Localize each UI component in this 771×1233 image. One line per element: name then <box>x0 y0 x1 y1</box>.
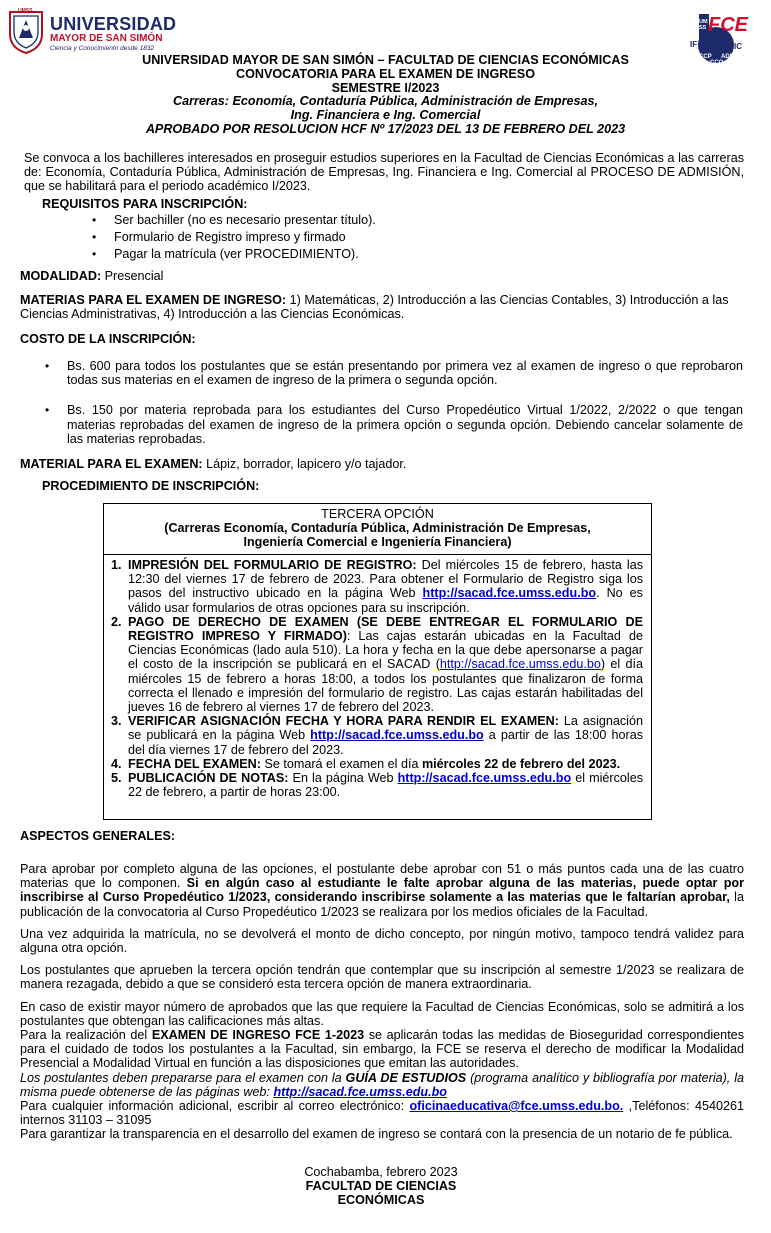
list-item: • Ser bachiller (no es necesario presentar título). <box>114 213 714 227</box>
modalidad-label: MODALIDAD: <box>20 269 102 283</box>
sacad-link[interactable]: http://sacad.fce.umss.edu.bo <box>422 586 597 601</box>
material-line <box>20 457 406 471</box>
box-subtitle-2: Ingeniería Comercial e Ingeniería Financiera) <box>243 535 512 550</box>
footer-place: Cochabamba, febrero 2023 <box>304 1165 458 1179</box>
fce-logo <box>688 12 748 70</box>
list-item: • Formulario de Registro impreso y firmado <box>114 230 714 244</box>
paragraph-text: Para cualquier información adicional, escribir al correo electrónico: <box>20 1099 410 1114</box>
step-number: 3. <box>111 714 122 729</box>
umss-seal-icon <box>6 8 46 54</box>
step-3 <box>111 714 643 757</box>
sacad-link[interactable]: http://sacad.fce.umss.edu.bo <box>273 1084 447 1099</box>
header-line-6: APROBADO POR RESOLUCION HCF Nº 17/2023 DEL 13 DE FEBRERO DEL 2023 <box>145 121 626 136</box>
materias-paragraph <box>20 293 744 321</box>
header-line-5: Ing. Financiera e Ing. Comercial <box>290 108 481 123</box>
step-heading: PAGO DE DERECHO DE EXAMEN (SE DEBE ENTREGAR EL FORMULARIO DE REGISTRO IMPRESO Y FIRMADO) <box>128 614 643 644</box>
fce-cco-text: CCO <box>710 60 724 66</box>
modalidad-line <box>20 269 163 283</box>
step-heading: FECHA DEL EXAMEN: <box>128 756 261 771</box>
header-line-3: SEMESTRE I/2023 <box>331 80 440 95</box>
step-text: Del miércoles 15 de febrero, hasta las 12:30 del viernes 17 de febrero de 2023. Para obtener el Formulario de Registro siga los pasos del instructivo ubicado en la página Web <box>128 558 643 601</box>
aspectos-p6 <box>20 1071 744 1099</box>
aspectos-p7 <box>20 1099 744 1127</box>
step-text: Se tomará el examen el día <box>260 756 422 771</box>
fce-side-text: UMSS <box>699 19 708 31</box>
sacad-link[interactable]: http://sacad.fce.umss.edu.bo <box>397 771 572 786</box>
step-number: 5. <box>111 771 122 786</box>
step-4 <box>111 757 643 771</box>
fce-adm-text: ADM <box>721 54 735 60</box>
aspectos-body <box>20 862 744 1142</box>
umss-name: UNIVERSIDAD <box>50 14 177 34</box>
sacad-link[interactable]: http://sacad.fce.umss.edu.bo <box>439 657 601 672</box>
aspectos-p5 <box>20 1028 744 1071</box>
costo-list <box>67 359 743 446</box>
requisitos-list <box>114 213 714 262</box>
email-link[interactable]: oficinaeducativa@fce.umss.edu.bo. <box>409 1099 624 1114</box>
step-heading: IMPRESIÓN DEL FORMULARIO DE REGISTRO: <box>128 558 417 572</box>
requisitos-title: REQUISITOS PARA INSCRIPCIÓN: <box>42 197 248 211</box>
step-number: 2. <box>111 614 122 629</box>
aspectos-title: ASPECTOS GENERALES: <box>20 829 176 843</box>
umss-tagline: Ciencia y Conocimiento desde 1832 <box>50 45 155 52</box>
aspectos-p1 <box>20 862 744 919</box>
modalidad-value: Presencial <box>101 269 164 283</box>
umss-subname: MAYOR DE SAN SIMÓN <box>50 33 163 44</box>
procedimiento-steps <box>111 558 643 799</box>
fce-ccp-text: CCP <box>699 54 712 60</box>
box-title: TERCERA OPCIÓN <box>321 507 434 521</box>
paragraph-text: la publicación de la convocatoria al Curso Propedéutico 1/2023 se realizara por los medios oficiales de la Facultad. <box>20 890 744 919</box>
step-5 <box>111 771 643 799</box>
intro-paragraph: Se convoca a los bachilleres interesados en proseguir estudios superiores en la Facultad de Ciencias Económicas a las carreras de: Economía, Contaduría Pública, Administración de Empresas, Ing. Financiera e Ing. Comercial al PROCESO DE ADMISIÓN, que se habilitará para el periodo académico I/2023. <box>24 151 744 194</box>
umss-seal-text: UMSS <box>18 8 33 14</box>
list-item: • Pagar la matrícula (ver PROCEDIMIENTO). <box>114 247 714 261</box>
step-text: el miércoles 22 de febrero, a partir de horas 23:00. <box>128 771 644 800</box>
step-heading: PUBLICACIÓN DE NOTAS: <box>128 771 289 786</box>
aspectos-p4: En caso de existir mayor número de aprobados que las que requiere la Facultad de Ciencias Económicas, solo se admitirá a los postulantes que obtengan las calificaciones más altas. <box>20 999 744 1028</box>
footer <box>200 1165 562 1208</box>
step-text: ) el día miércoles 15 de febrero a horas 18:00, a todos los postulantes que finalizaron de forma correcta el llenado e impresión del formulario de registro. Las cajas estarán habilitadas del jueves 16 de febrero al viernes 17 de febrero del 2023. <box>128 657 643 715</box>
fce-main-text: FCE <box>708 14 748 36</box>
box-subtitle-1: (Carreras Economía, Contaduría Pública, Administración De Empresas, <box>164 521 591 536</box>
aspectos-p3: Los postulantes que aprueben la tercera opción tendrán que contemplar que su inscripción al semestre 1/2023 se realizara de manera rezagada, debido a que se consideró esta tercera opción de manera extraordinaria. <box>20 963 744 992</box>
paragraph-bold: Si en algún caso al estudiante le falte aprobar alguna de las materias, puede optar por inscribirse al Curso Propedéutico 1/2023, considerando inscribirse solamente a las materias que le faltarían aprobar, <box>20 876 744 905</box>
exam-date: miércoles 22 de febrero del 2023. <box>421 756 621 771</box>
box-header <box>104 504 651 555</box>
paragraph-text: Para la realización del <box>20 1028 152 1043</box>
costo-title: COSTO DE LA INSCRIPCIÓN: <box>20 332 196 346</box>
header-line-2: CONVOCATORIA PARA EL EXAMEN DE INGRESO <box>235 66 535 81</box>
fce-if-text: IF <box>690 40 698 49</box>
aspectos-p2: Una vez adquirida la matrícula, no se devolverá el monto de dicho concepto, por ningún motivo, tampoco tendrá validez para alguna otra opción. <box>20 926 744 956</box>
step-2 <box>111 615 643 714</box>
umss-logo <box>6 8 177 56</box>
materias-label: MATERIAS PARA EL EXAMEN DE INGRESO: <box>20 293 287 307</box>
list-item: • Bs. 600 para todos los postulantes que se están presentando por primera vez al examen de ingreso o que reprobaron todas sus materias en el examen de ingreso de la primera o segunda opción. <box>67 359 743 387</box>
paragraph-text: (programa analítico y bibliografía por materia), la misma puede obtenerse de las páginas web: <box>20 1070 744 1099</box>
procedimiento-title: PROCEDIMIENTO DE INSCRIPCIÓN: <box>42 479 260 493</box>
paragraph-text: Los postulantes deben prepararse para el examen con la <box>20 1070 346 1085</box>
sacad-link[interactable]: http://sacad.fce.umss.edu.bo <box>310 728 484 743</box>
step-heading: VERIFICAR ASIGNACIÓN FECHA Y HORA PARA RENDIR EL EXAMEN: <box>128 714 559 729</box>
footer-sign-1: FACULTAD DE CIENCIAS <box>305 1179 457 1194</box>
materias-value: 1) Matemáticas, 2) Introducción a las Ciencias Contables, 3) Introducción a las Ciencias Administrativas, 4) Introducción a las Ciencias Económicas. <box>20 293 729 322</box>
step-text: . No es válido usar formularios de otras opciones para su inscripción. <box>128 586 643 615</box>
document-header <box>80 54 691 137</box>
footer-sign-2: ECONÓMICAS <box>337 1193 425 1208</box>
header-line-1: UNIVERSIDAD MAYOR DE SAN SIMÓN – FACULTAD DE CIENCIAS ECONÓMICAS <box>142 53 629 67</box>
step-1 <box>111 558 643 615</box>
step-text: a partir de las 18:00 horas del día viernes 17 de febrero del 2023. <box>128 728 643 757</box>
material-label: MATERIAL PARA EL EXAMEN: <box>20 457 203 471</box>
step-text: : Las cajas estarán ubicadas en la Facultad de Ciencias Económicas (lado aula 510). La hora y fecha en la que debe apersonarse a pagar el costo de la inscripción se publicará en el SACAD ( <box>128 629 643 672</box>
step-text: La asignación se publicará en la página Web <box>128 714 643 743</box>
step-number: 1. <box>111 558 122 572</box>
paragraph-bold: EXAMEN DE INGRESO FCE 1-2023 <box>151 1028 365 1043</box>
paragraph-bold: GUÍA DE ESTUDIOS <box>345 1070 467 1085</box>
paragraph-text: ,Teléfonos: 4540261 internos 31103 – 31095 <box>20 1099 744 1128</box>
procedimiento-box <box>103 503 652 820</box>
list-item: • Bs. 150 por materia reprobada para los estudiantes del Curso Propedéutico Virtual 1/2022, 2/2022 o que tengan materias reprobadas del examen de ingreso de la primera opción o segunda opción. Debiendo cancelar solamente de las materias reprobadas. <box>67 403 743 446</box>
step-text: En la página Web <box>288 771 398 786</box>
aspectos-p8: Para garantizar la transparencia en el desarrollo del examen de ingreso se contará con la presencia de un notario de fe pública. <box>20 1127 733 1142</box>
header-line-4: Carreras: Economía, Contaduría Pública, Administración de Empresas, <box>172 94 599 109</box>
fce-ic-text: IC <box>734 42 742 51</box>
paragraph-text: Para aprobar por completo alguna de las opciones, el postulante debe aprobar con 51 o más puntos cada una de las cuatro materias que lo componen. <box>20 862 744 891</box>
paragraph-text: se aplicarán todas las medidas de Bioseguridad correspondientes para el cuidado de todos los postulantes a la Facultad, sin embargo, la FCE se reserva el derecho de modificar la Modalidad Presencial a Modalidad Virtual en función a las disposiciones que emitan las autoridades. <box>20 1028 744 1071</box>
material-value: Lápiz, borrador, lapicero y/o tajador. <box>202 457 407 471</box>
step-number: 4. <box>111 756 122 771</box>
